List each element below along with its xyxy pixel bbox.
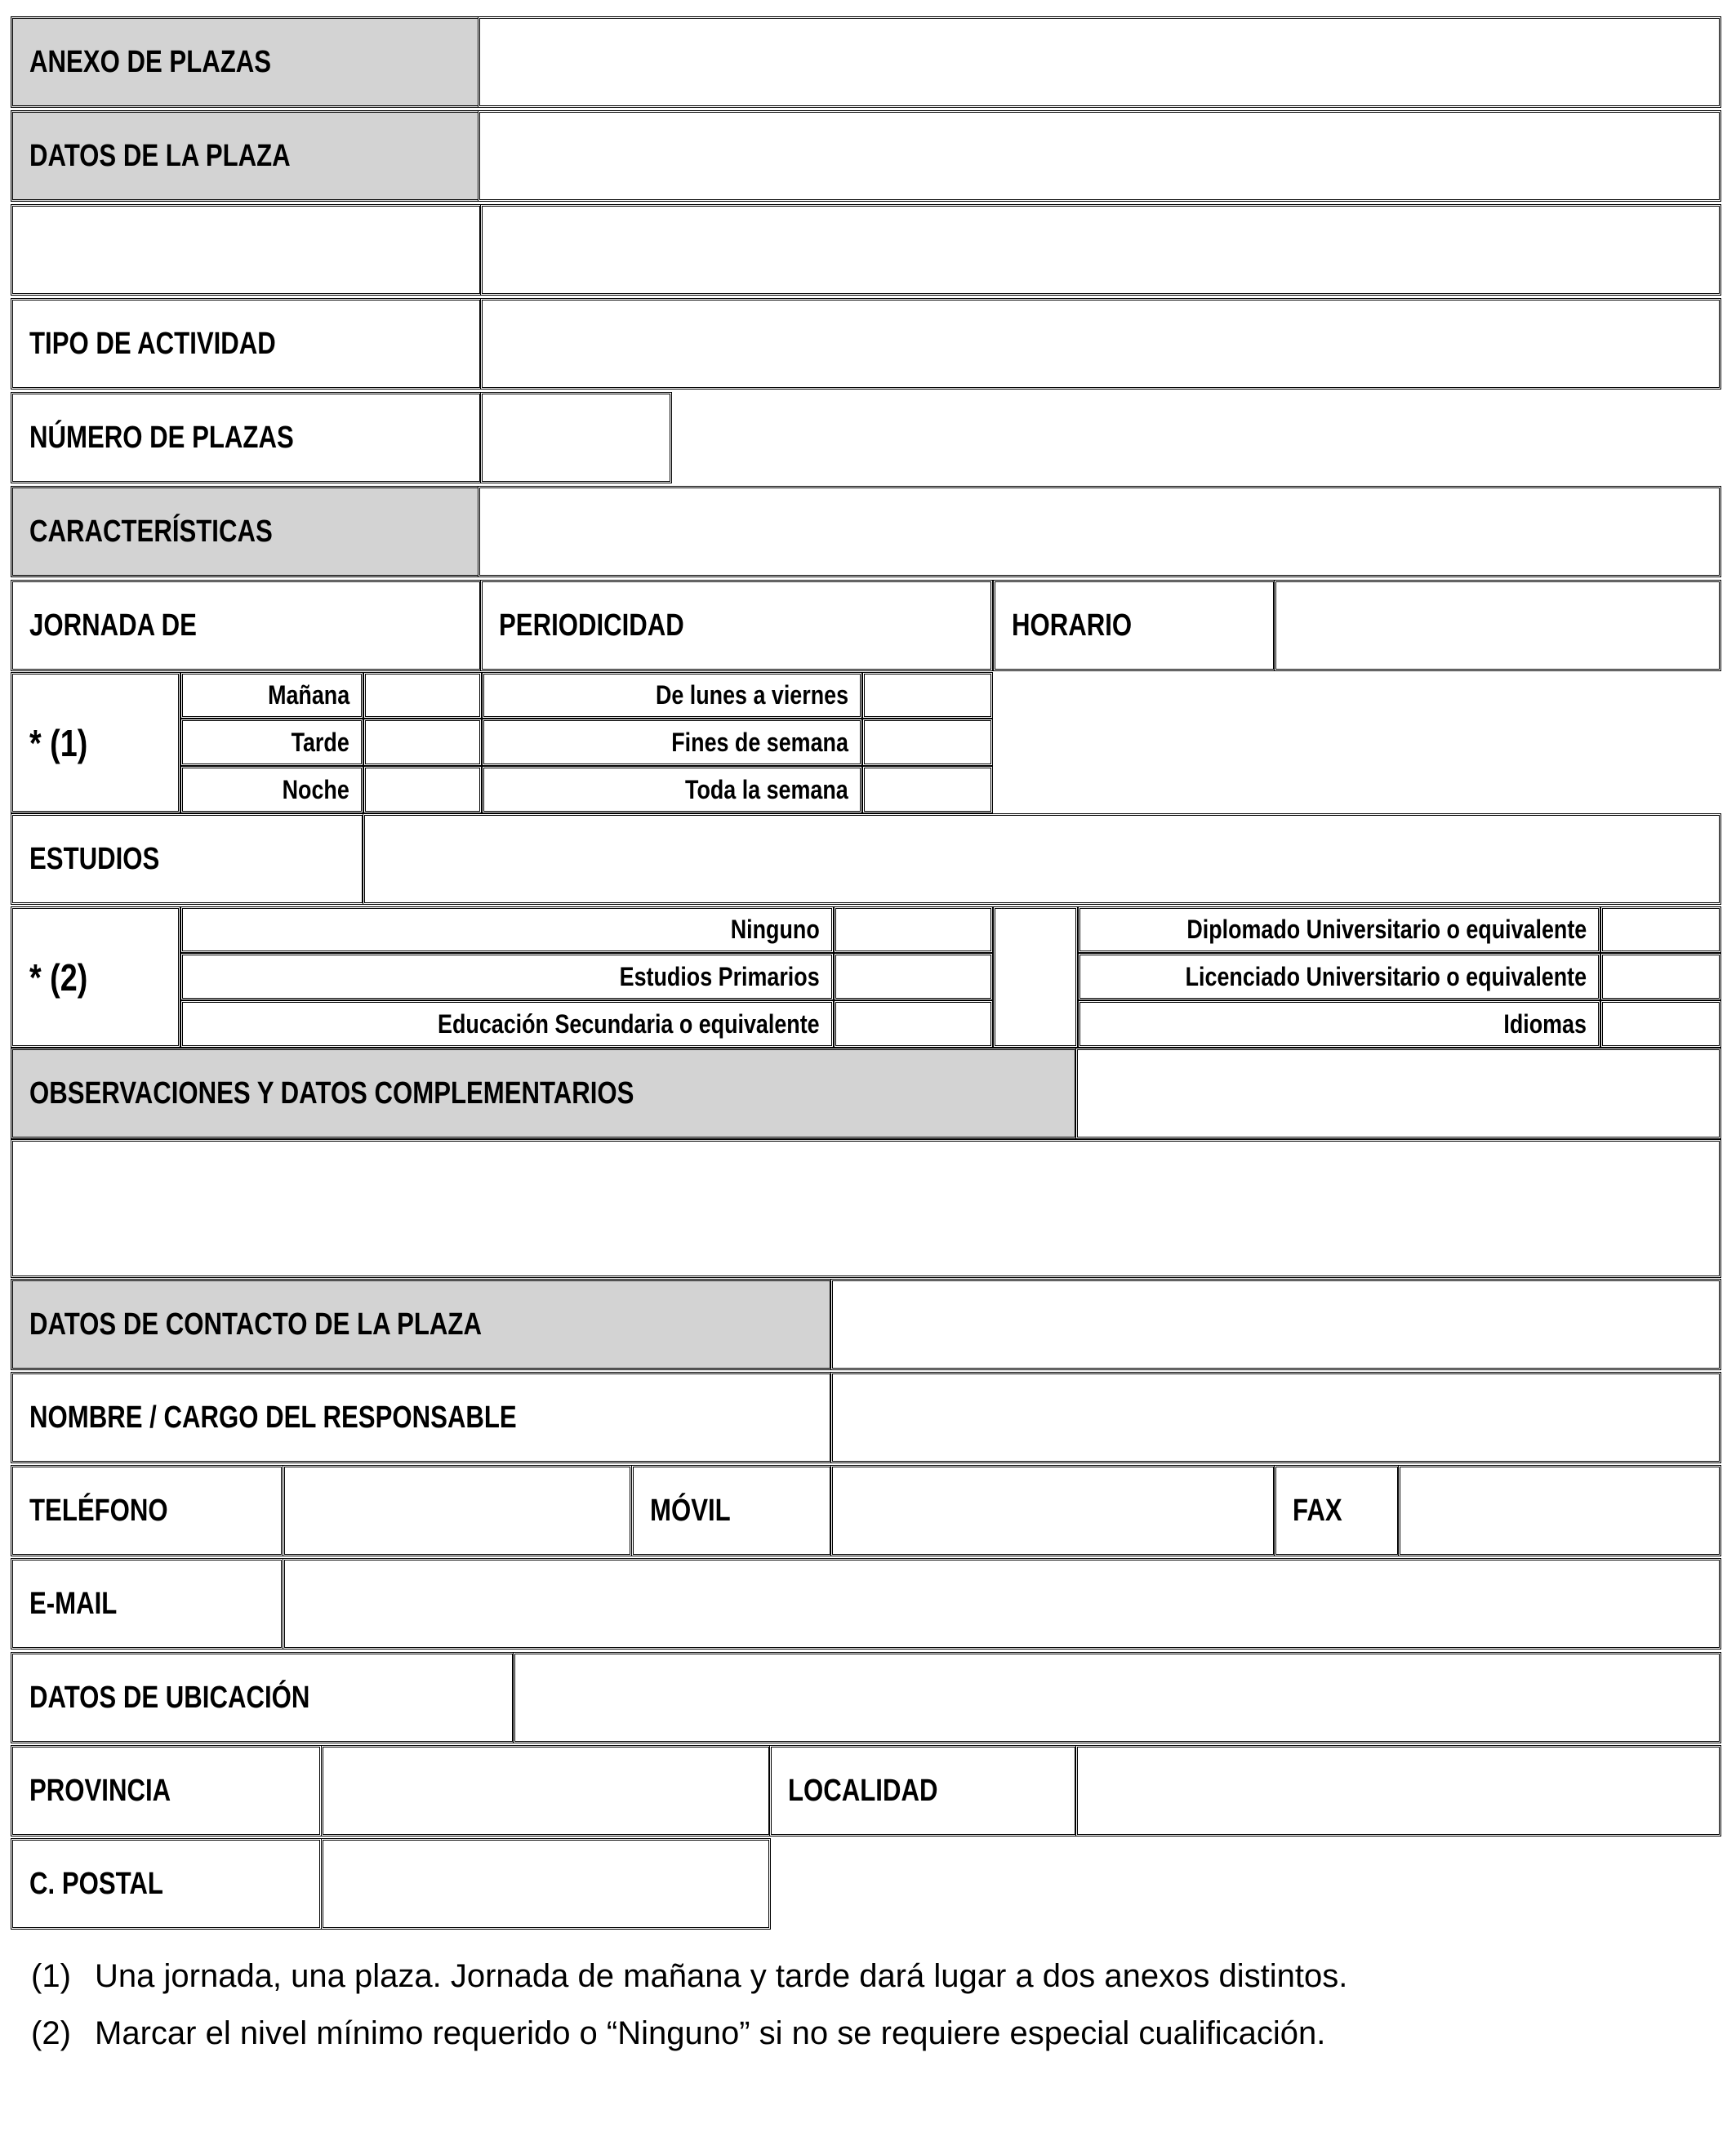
jornada-option-manana — [180, 672, 363, 719]
fax-label-cell — [1274, 1465, 1400, 1556]
jornada-option-tarde — [180, 719, 363, 766]
caracteristicas-label: CARACTERÍSTICAS — [29, 514, 273, 549]
fax-label: FAX — [1293, 1493, 1342, 1528]
postal-label: C. POSTAL — [29, 1866, 163, 1901]
datos-plaza-label: DATOS DE LA PLAZA — [29, 138, 291, 173]
email-field[interactable] — [283, 1558, 1721, 1649]
footnote-number: (1) — [31, 1958, 71, 1994]
periodicidad-option-label: Fines de semana — [671, 727, 848, 757]
contacto-label: DATOS DE CONTACTO DE LA PLAZA — [29, 1307, 482, 1342]
provincia-label: PROVINCIA — [29, 1773, 171, 1808]
email-label-cell — [11, 1558, 283, 1649]
tipo-actividad-field[interactable] — [480, 298, 1721, 390]
estudios-option-primarios — [180, 953, 834, 1000]
estudios-option-licenciado — [1078, 953, 1600, 1000]
postal-label-cell — [11, 1838, 322, 1930]
estudios-label: ESTUDIOS — [29, 841, 160, 876]
periodicidad-label-cell — [480, 580, 993, 671]
estudios-label-cell — [11, 813, 364, 905]
estudios-spacer-cell — [993, 906, 1078, 1048]
postal-field[interactable] — [321, 1838, 771, 1930]
estudios-option-label: Idiomas — [1503, 1008, 1587, 1039]
estudios-option-label: Licenciado Universitario o equivalente — [1185, 961, 1587, 991]
datos-plaza-label-cell — [11, 110, 480, 202]
observaciones-label-cell — [11, 1048, 1077, 1139]
periodicidad-checkbox-lunes-viernes[interactable] — [862, 672, 993, 719]
estudios-ref-cell — [11, 906, 180, 1048]
estudios-field[interactable] — [363, 813, 1721, 905]
jornada-option-label: Noche — [282, 774, 349, 804]
estudios-option-label: Ninguno — [731, 915, 820, 944]
periodicidad-option-lunes-viernes — [482, 672, 862, 719]
jornada-checkbox-manana[interactable] — [363, 672, 482, 719]
footnote-text: Marcar el nivel mínimo requerido o “Ninguno” si no se requiere especial cualificación. — [95, 2015, 1326, 2051]
caracteristicas-field[interactable] — [478, 486, 1721, 577]
telefono-field[interactable] — [283, 1465, 632, 1556]
jornada-option-label: Mañana — [267, 680, 349, 710]
observaciones-label: OBSERVACIONES Y DATOS COMPLEMENTARIOS — [29, 1075, 634, 1111]
estudios-option-diplomado — [1078, 906, 1600, 953]
localidad-field[interactable] — [1075, 1745, 1721, 1836]
numero-plazas-label: NÚMERO DE PLAZAS — [29, 420, 294, 455]
localidad-label-cell — [769, 1745, 1077, 1836]
horario-label-cell — [993, 580, 1275, 671]
localidad-label: LOCALIDAD — [788, 1773, 938, 1808]
periodicidad-option-fines-semana — [482, 719, 862, 766]
responsable-label: NOMBRE / CARGO DEL RESPONSABLE — [29, 1400, 517, 1435]
horario-label: HORARIO — [1012, 608, 1133, 643]
movil-field[interactable] — [830, 1465, 1275, 1556]
numero-plazas-field[interactable] — [480, 392, 672, 483]
estudios-checkbox-licenciado[interactable] — [1600, 953, 1721, 1000]
periodicidad-option-label: Toda la semana — [685, 774, 848, 804]
responsable-field[interactable] — [830, 1372, 1721, 1463]
jornada-option-label: Tarde — [291, 727, 349, 757]
anexo-label-cell — [11, 16, 480, 108]
provincia-label-cell — [11, 1745, 322, 1836]
telefono-label-cell — [11, 1465, 283, 1556]
contacto-label-cell — [11, 1279, 832, 1370]
anexo-field[interactable] — [478, 16, 1721, 108]
footnote-2 — [31, 2015, 1325, 2052]
estudios-checkbox-primarios[interactable] — [834, 953, 993, 1000]
email-label: E-MAIL — [29, 1586, 118, 1621]
tipo-actividad-label-cell — [11, 298, 482, 390]
footnote-number: (2) — [31, 2015, 71, 2051]
ubicacion-label: DATOS DE UBICACIÓN — [29, 1680, 310, 1715]
estudios-option-label: Educación Secundaria o equivalente — [438, 1008, 820, 1039]
estudios-option-ninguno — [180, 906, 834, 953]
periodicidad-option-label: De lunes a viernes — [655, 680, 848, 710]
estudios-option-idiomas — [1078, 1000, 1600, 1048]
periodicidad-checkbox-toda-semana[interactable] — [862, 766, 993, 813]
blank-label-cell[interactable] — [11, 204, 482, 296]
blank-field[interactable] — [480, 204, 1721, 296]
estudios-ref: * (2) — [29, 955, 88, 999]
estudios-option-label: Diplomado Universitario o equivalente — [1186, 915, 1587, 944]
contacto-field[interactable] — [830, 1279, 1721, 1370]
movil-label-cell — [631, 1465, 832, 1556]
footnote-1 — [31, 1958, 1347, 1995]
numero-plazas-label-cell — [11, 392, 482, 483]
jornada-label: JORNADA DE — [29, 608, 197, 643]
jornada-checkbox-noche[interactable] — [363, 766, 482, 813]
tipo-actividad-label: TIPO DE ACTIVIDAD — [29, 326, 276, 361]
horario-field[interactable] — [1274, 580, 1721, 671]
ubicacion-label-cell — [11, 1652, 514, 1743]
estudios-checkbox-ninguno[interactable] — [834, 906, 993, 953]
observaciones-header-field[interactable] — [1075, 1048, 1721, 1139]
jornada-option-noche — [180, 766, 363, 813]
ubicacion-field[interactable] — [513, 1652, 1721, 1743]
provincia-field[interactable] — [321, 1745, 771, 1836]
caracteristicas-label-cell — [11, 486, 480, 577]
estudios-checkbox-secundaria[interactable] — [834, 1000, 993, 1048]
estudios-option-label: Estudios Primarios — [620, 961, 820, 991]
fax-field[interactable] — [1398, 1465, 1721, 1556]
jornada-ref: * (1) — [29, 721, 88, 764]
telefono-label: TELÉFONO — [29, 1493, 168, 1528]
responsable-label-cell — [11, 1372, 832, 1463]
movil-label: MÓVIL — [650, 1493, 731, 1528]
datos-plaza-field[interactable] — [478, 110, 1721, 202]
jornada-label-cell — [11, 580, 482, 671]
anexo-label: ANEXO DE PLAZAS — [29, 44, 272, 79]
estudios-option-secundaria — [180, 1000, 834, 1048]
periodicidad-option-toda-semana — [482, 766, 862, 813]
estudios-checkbox-idiomas[interactable] — [1600, 1000, 1721, 1048]
periodicidad-label: PERIODICIDAD — [499, 608, 684, 643]
observaciones-text-area[interactable] — [11, 1139, 1721, 1278]
footnote-text: Una jornada, una plaza. Jornada de mañana y tarde dará lugar a dos anexos distintos. — [95, 1958, 1348, 1994]
jornada-checkbox-tarde[interactable] — [363, 719, 482, 766]
jornada-ref-cell — [11, 672, 180, 813]
periodicidad-checkbox-fines-semana[interactable] — [862, 719, 993, 766]
estudios-checkbox-diplomado[interactable] — [1600, 906, 1721, 953]
